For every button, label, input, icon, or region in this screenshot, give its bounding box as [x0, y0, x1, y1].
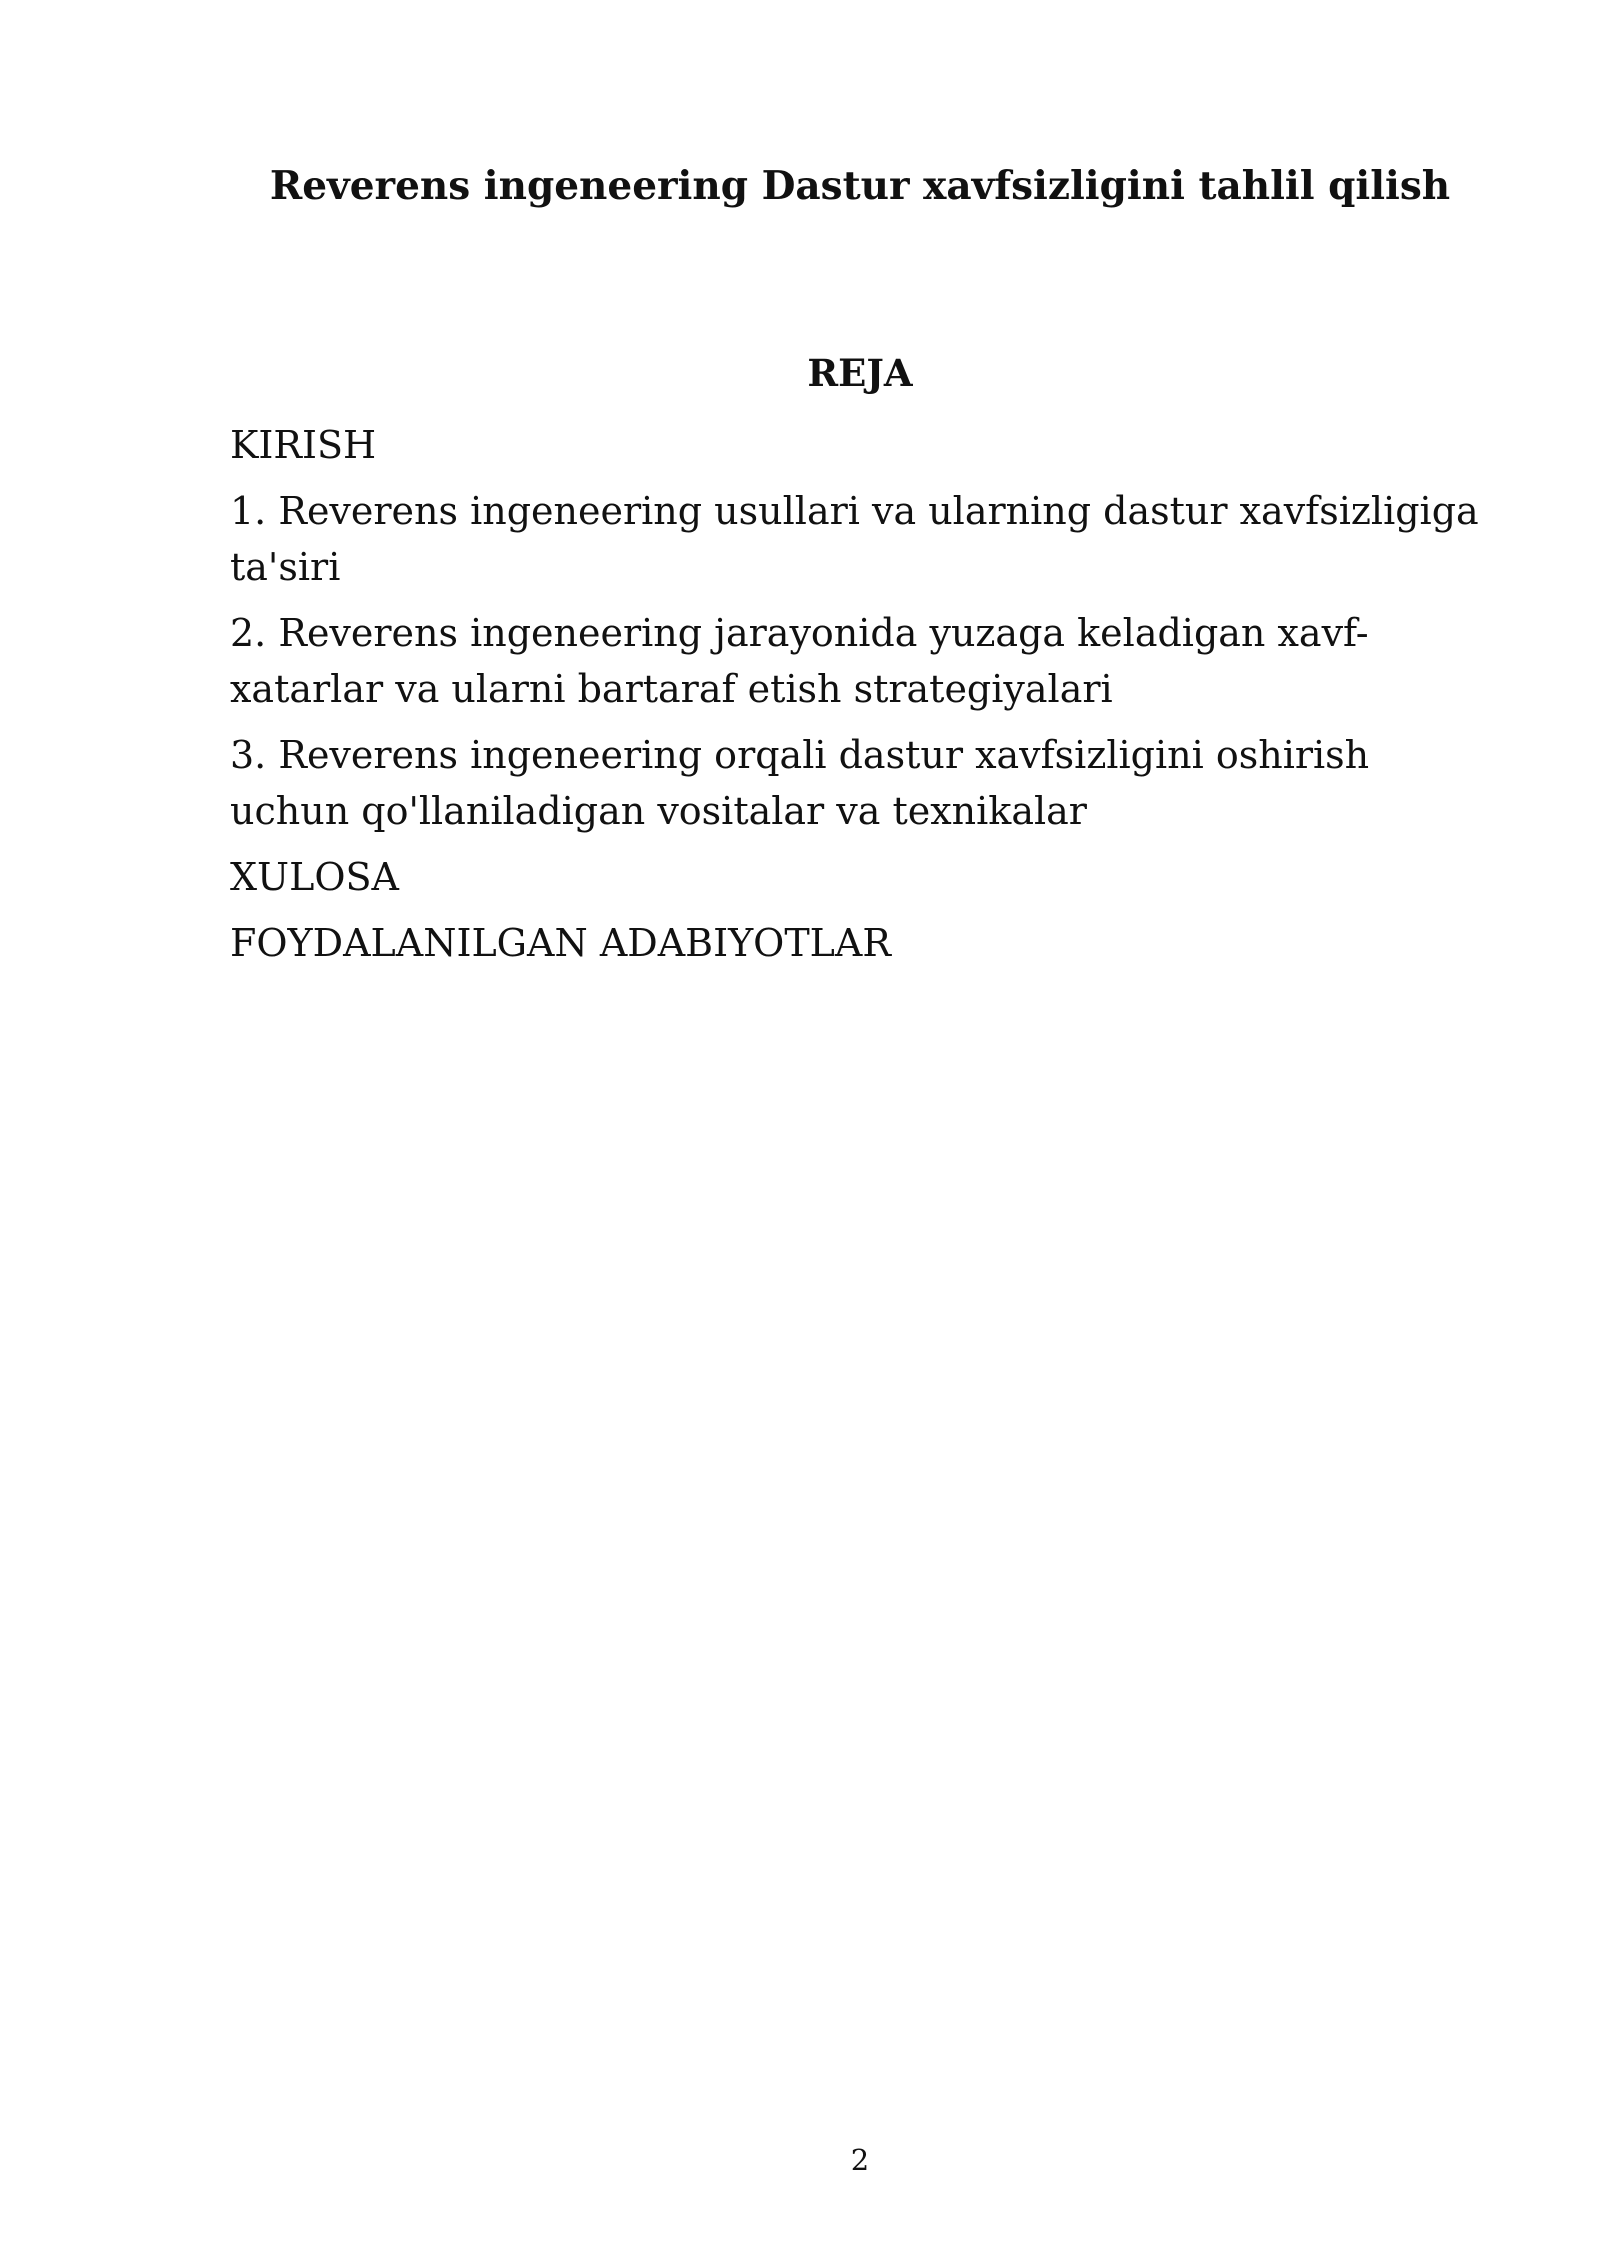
plan-item-section-2: 2. Reverens ingeneering jarayonida yuzaga keladigan xavf-xatarlar va ularni bartaraf etish strategiyalari — [230, 611, 1369, 711]
plan-item-references: FOYDALANILGAN ADABIYOTLAR — [230, 921, 891, 965]
plan-heading: REJA — [807, 351, 913, 395]
plan-item-section-1: 1. Reverens ingeneering usullari va ularning dastur xavfsizligiga ta'siri — [230, 489, 1479, 589]
plan-item-section-3: 3. Reverens ingeneering orqali dastur xavfsizligini oshirish uchun qo'llaniladigan vositalar va texnikalar — [230, 733, 1370, 833]
plan-item-introduction: KIRISH — [230, 423, 377, 467]
document-title: Reverens ingeneering Dastur xavfsizligini tahlil qilish — [269, 163, 1451, 209]
plan-list — [230, 417, 1500, 971]
page-number: 2 — [850, 2143, 870, 2177]
table-of-contents — [230, 345, 1500, 981]
plan-item-conclusion: XULOSA — [230, 855, 399, 899]
